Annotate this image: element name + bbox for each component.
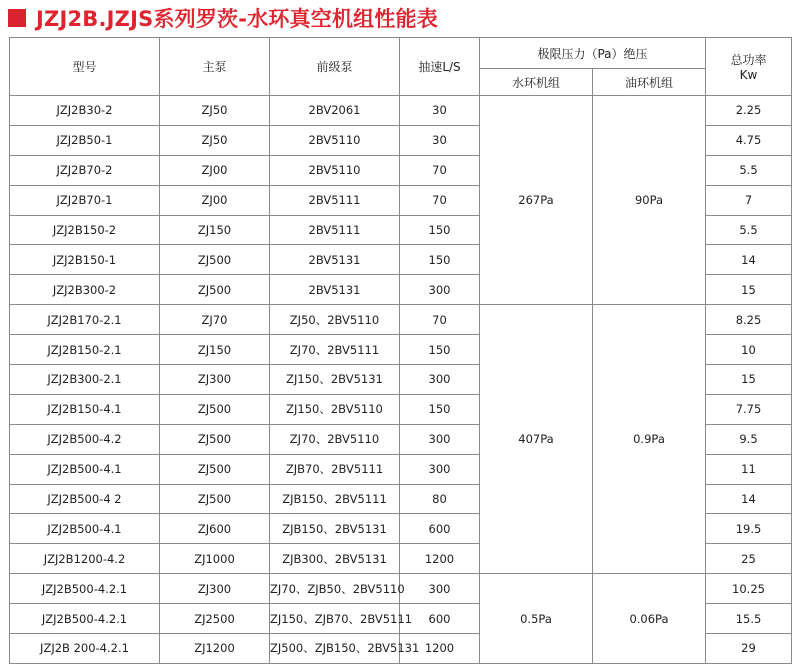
cell-pre-pump: 2BV5111: [270, 215, 400, 245]
cell-speed: 70: [400, 305, 480, 335]
cell-pre-pump: ZJB150、2BV5111: [270, 484, 400, 514]
header-main-pump: 主泵: [160, 38, 270, 96]
cell-main-pump: ZJ500: [160, 424, 270, 454]
cell-speed: 300: [400, 574, 480, 604]
page-title: JZJ2B.JZJS系列罗茨-水环真空机组性能表: [36, 7, 438, 31]
cell-pre-pump: 2BV2061: [270, 96, 400, 126]
cell-pre-pump: ZJ150、ZJB70、2BV5111: [270, 604, 400, 634]
cell-power: 4.75: [706, 125, 792, 155]
cell-power: 7.75: [706, 394, 792, 424]
cell-pre-pump: ZJB300、2BV5131: [270, 544, 400, 574]
cell-model: JZJ2B300-2.1: [10, 365, 160, 395]
header-water-ring: 水环机组: [480, 69, 593, 96]
cell-model: JZJ2B 200-4.2.1: [10, 634, 160, 664]
cell-power: 5.5: [706, 215, 792, 245]
cell-speed: 80: [400, 484, 480, 514]
cell-pre-pump: ZJ150、2BV5110: [270, 394, 400, 424]
cell-model: JZJ2B500-4.2.1: [10, 574, 160, 604]
cell-pre-pump: 2BV5131: [270, 245, 400, 275]
cell-main-pump: ZJ300: [160, 574, 270, 604]
cell-main-pump: ZJ500: [160, 394, 270, 424]
cell-main-pump: ZJ00: [160, 185, 270, 215]
title-bar: [8, 4, 438, 32]
cell-model: JZJ2B300-2: [10, 275, 160, 305]
cell-speed: 30: [400, 125, 480, 155]
cell-power: 9.5: [706, 424, 792, 454]
cell-model: JZJ2B70-1: [10, 185, 160, 215]
cell-model: JZJ2B150-4.1: [10, 394, 160, 424]
cell-pre-pump: 2BV5110: [270, 155, 400, 185]
cell-speed: 600: [400, 604, 480, 634]
cell-pre-pump: 2BV5131: [270, 275, 400, 305]
cell-pre-pump: 2BV5110: [270, 125, 400, 155]
header-pre-pump: 前级泵: [270, 38, 400, 96]
header-power: [706, 38, 792, 96]
performance-table: [9, 37, 792, 664]
cell-power: 15: [706, 365, 792, 395]
cell-power: 10: [706, 335, 792, 365]
table-row: [10, 574, 792, 604]
cell-power: 11: [706, 454, 792, 484]
cell-model: JZJ2B170-2.1: [10, 305, 160, 335]
cell-main-pump: ZJ50: [160, 96, 270, 126]
cell-speed: 1200: [400, 544, 480, 574]
cell-pre-pump: ZJ70、ZJB50、2BV5110: [270, 574, 400, 604]
cell-pre-pump: ZJ70、2BV5110: [270, 424, 400, 454]
cell-pre-pump: 2BV5111: [270, 185, 400, 215]
cell-speed: 150: [400, 335, 480, 365]
cell-main-pump: ZJ300: [160, 365, 270, 395]
cell-main-pump: ZJ500: [160, 484, 270, 514]
cell-power: 15: [706, 275, 792, 305]
cell-main-pump: ZJ1200: [160, 634, 270, 664]
title-marker-square: [8, 9, 26, 27]
cell-main-pump: ZJ500: [160, 454, 270, 484]
cell-speed: 150: [400, 245, 480, 275]
cell-speed: 30: [400, 96, 480, 126]
cell-main-pump: ZJ2500: [160, 604, 270, 634]
cell-speed: 1200: [400, 634, 480, 664]
cell-speed: 70: [400, 155, 480, 185]
cell-main-pump: ZJ70: [160, 305, 270, 335]
cell-power: 15.5: [706, 604, 792, 634]
cell-speed: 600: [400, 514, 480, 544]
cell-model: JZJ2B70-2: [10, 155, 160, 185]
cell-main-pump: ZJ00: [160, 155, 270, 185]
cell-main-pump: ZJ1000: [160, 544, 270, 574]
header-power-line1: 总功率: [730, 53, 767, 67]
cell-pre-pump: ZJB150、2BV5131: [270, 514, 400, 544]
cell-power: 8.25: [706, 305, 792, 335]
cell-power: 25: [706, 544, 792, 574]
cell-speed: 300: [400, 454, 480, 484]
cell-power: 7: [706, 185, 792, 215]
table-row: [10, 96, 792, 126]
cell-oil-pressure: 90Pa: [593, 96, 706, 305]
cell-main-pump: ZJ500: [160, 275, 270, 305]
table-body: [10, 96, 792, 664]
cell-speed: 150: [400, 215, 480, 245]
header-limit-pressure: 极限压力（Pa）绝压: [480, 38, 706, 69]
cell-main-pump: ZJ150: [160, 335, 270, 365]
cell-pre-pump: ZJ50、2BV5110: [270, 305, 400, 335]
cell-pre-pump: ZJB70、2BV5111: [270, 454, 400, 484]
cell-power: 14: [706, 484, 792, 514]
header-model: 型号: [10, 38, 160, 96]
header-power-line2: Kw: [739, 68, 758, 82]
cell-oil-pressure: 0.9Pa: [593, 305, 706, 574]
cell-power: 14: [706, 245, 792, 275]
cell-power: 2.25: [706, 96, 792, 126]
cell-model: JZJ2B500-4.1: [10, 514, 160, 544]
cell-main-pump: ZJ50: [160, 125, 270, 155]
cell-power: 10.25: [706, 574, 792, 604]
cell-model: JZJ2B500-4.2: [10, 424, 160, 454]
cell-model: JZJ2B500-4 2: [10, 484, 160, 514]
cell-speed: 300: [400, 365, 480, 395]
cell-model: JZJ2B50-1: [10, 125, 160, 155]
cell-pre-pump: ZJ150、2BV5131: [270, 365, 400, 395]
cell-oil-pressure: 0.06Pa: [593, 574, 706, 664]
cell-power: 29: [706, 634, 792, 664]
cell-model: JZJ2B150-2: [10, 215, 160, 245]
cell-model: JZJ2B500-4.2.1: [10, 604, 160, 634]
table-row: [10, 305, 792, 335]
cell-main-pump: ZJ600: [160, 514, 270, 544]
cell-power: 19.5: [706, 514, 792, 544]
header-oil-ring: 油环机组: [593, 69, 706, 96]
cell-main-pump: ZJ500: [160, 245, 270, 275]
cell-water-pressure: 267Pa: [480, 96, 593, 305]
cell-model: JZJ2B30-2: [10, 96, 160, 126]
cell-pre-pump: ZJ500、ZJB150、2BV5131: [270, 634, 400, 664]
cell-speed: 150: [400, 394, 480, 424]
cell-speed: 300: [400, 275, 480, 305]
cell-water-pressure: 407Pa: [480, 305, 593, 574]
cell-pre-pump: ZJ70、2BV5111: [270, 335, 400, 365]
cell-model: JZJ2B150-1: [10, 245, 160, 275]
cell-speed: 70: [400, 185, 480, 215]
cell-main-pump: ZJ150: [160, 215, 270, 245]
header-speed: 抽速L/S: [400, 38, 480, 96]
cell-model: JZJ2B500-4.1: [10, 454, 160, 484]
cell-water-pressure: 0.5Pa: [480, 574, 593, 664]
cell-model: JZJ2B1200-4.2: [10, 544, 160, 574]
cell-power: 5.5: [706, 155, 792, 185]
cell-model: JZJ2B150-2.1: [10, 335, 160, 365]
cell-speed: 300: [400, 424, 480, 454]
